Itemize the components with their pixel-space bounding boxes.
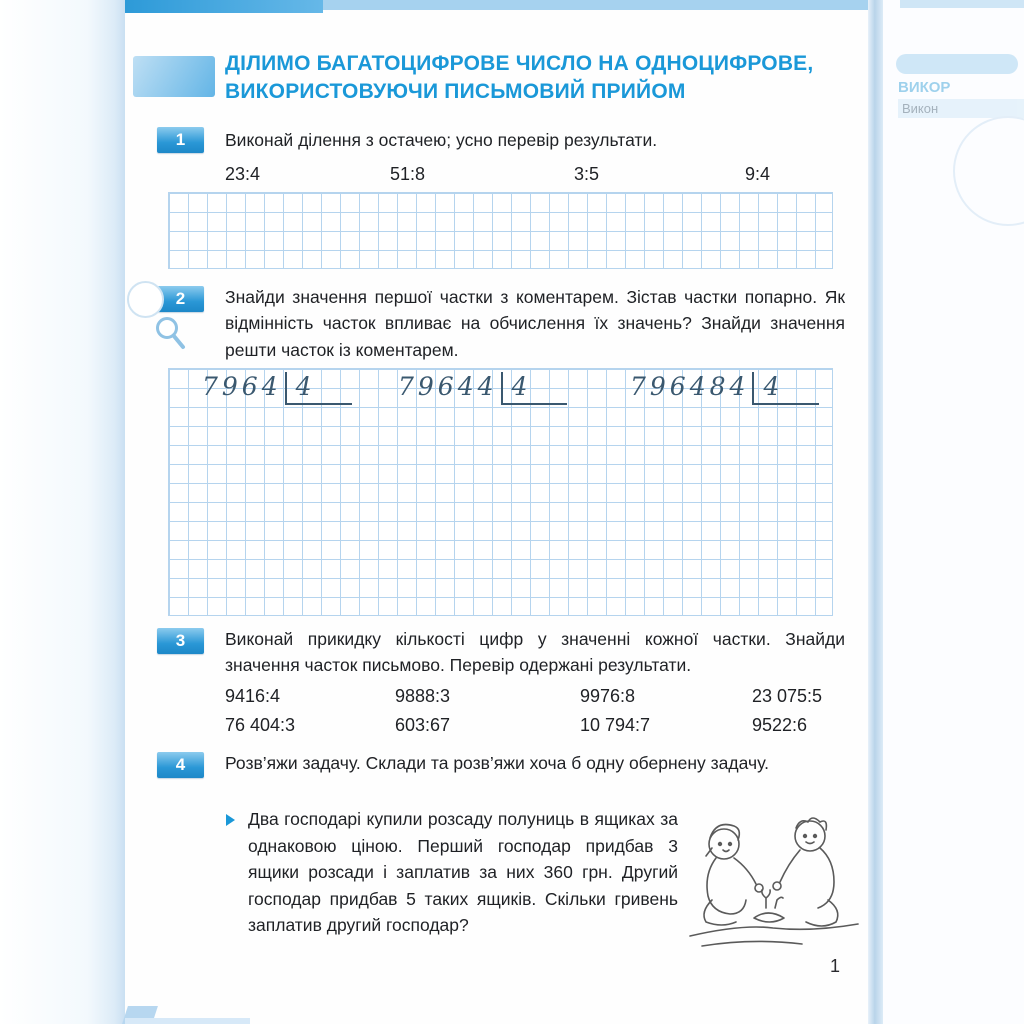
page-gutter <box>868 0 883 1024</box>
dividend: 7964 <box>202 372 282 401</box>
top-bar-light <box>323 0 868 10</box>
task-3-expression: 603:67 <box>395 715 451 735</box>
task-1-expression-2: 51:8 <box>390 164 426 184</box>
page-title-line-1: ДІЛИМО БАГАТОЦИФРОВЕ ЧИСЛО НА ОДНОЦИФРОВЕ, <box>225 52 814 75</box>
dividend: 796484 <box>630 372 750 401</box>
task-3-expression: 23 075:5 <box>752 686 823 706</box>
side-page-deco-circle <box>953 116 1024 226</box>
page-title <box>225 50 850 105</box>
divisor: 4 <box>752 372 819 405</box>
task-4-problem-text: Два господарі купили розсаду полуниць в ящиках за однаковою ціною. Перший господар придбав 3 ящики розсади і заплатив за них 360 грн. Другий господар придбав 5 таких ящиків. Скільки гривень заплатив другий господар? <box>248 809 678 936</box>
bottom-corner-deco-2 <box>125 1018 250 1024</box>
page-title-line-2: ВИКОРИСТОВУЮЧИ ПИСЬМОВИЙ ПРИЙОМ <box>225 79 686 103</box>
task-1-badge: 1 <box>157 127 204 153</box>
task-3-expression: 9888:3 <box>395 686 451 706</box>
task-1-expression-1: 23:4 <box>225 164 261 184</box>
dividend: 79644 <box>398 372 498 401</box>
task-3-badge: 3 <box>157 628 204 654</box>
divisor: 4 <box>285 372 352 405</box>
top-bar-dark <box>125 0 323 13</box>
task-3-text: Виконай прикидку кількості цифр у значенні кожної частки. Знайди значення часток письмово. Перевір одержані результати. <box>225 629 845 676</box>
handwritten-division-1 <box>202 372 352 405</box>
task-2-text: Знайди значення першої частки з коментарем. Зістав частки попарно. Як відмінність часток впливає на обчислення їх значень? Знайди значення решти часток із коментарем. <box>225 287 845 360</box>
magnifier-icon <box>150 314 192 356</box>
handwritten-division-3 <box>630 372 819 405</box>
side-page-text-fragment-2: Викон <box>898 99 1024 118</box>
book-left-edge <box>0 0 125 1024</box>
side-page-deco-pill <box>896 54 1018 74</box>
task-4-badge: 4 <box>157 752 204 778</box>
adjacent-page-edge <box>883 0 1024 1024</box>
task-4-text: Розв’яжи задачу. Склади та розв’яжи хоча б одну обернену задачу. <box>225 753 769 773</box>
handwritten-division-2 <box>398 372 567 405</box>
task-2-grid-paper <box>168 368 833 616</box>
task-3-expression: 9976:8 <box>580 686 636 706</box>
task-2-badge: 2 <box>157 286 204 312</box>
side-page-text-fragment-1: ВИКОР <box>898 79 951 96</box>
task-3-expression: 9522:6 <box>752 715 808 735</box>
divisor: 4 <box>501 372 568 405</box>
task-3-expression: 9416:4 <box>225 686 281 706</box>
title-deco-square <box>133 56 215 97</box>
children-illustration <box>682 796 864 954</box>
page-number: 1 <box>830 956 841 976</box>
top-bar-side <box>900 0 1024 8</box>
task-3-expression: 10 794:7 <box>580 715 651 735</box>
problem-bullet-icon <box>226 814 235 826</box>
task-3-expressions <box>225 686 845 744</box>
margin-circle-deco <box>127 281 164 318</box>
task-1-grid-paper <box>168 192 833 269</box>
task-1-expression-3: 3:5 <box>574 164 600 184</box>
task-1-expression-4: 9:4 <box>745 164 771 184</box>
task-1-text: Виконай ділення з остачею; усно перевір результати. <box>225 130 658 150</box>
task-3-expression: 76 404:3 <box>225 715 296 735</box>
